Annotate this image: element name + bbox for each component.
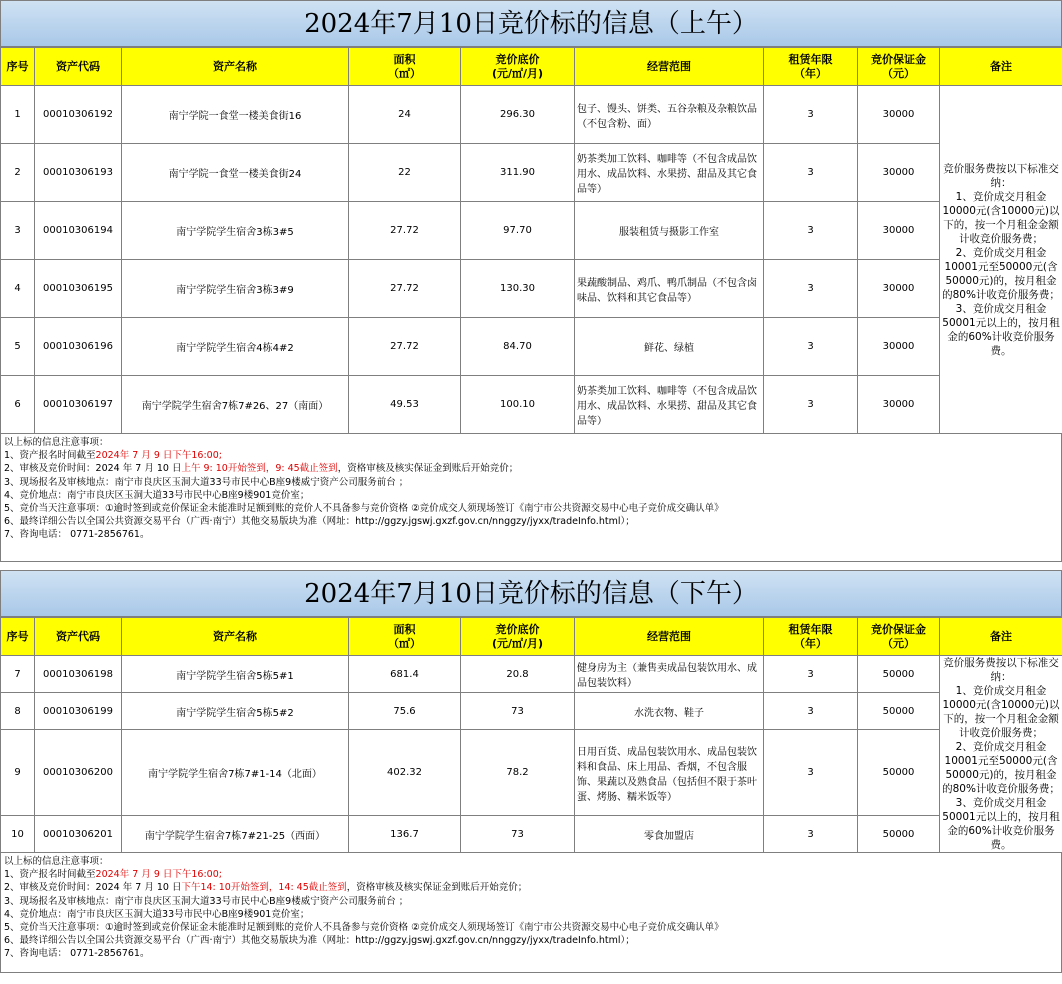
cell-scope: 奶茶类加工饮料、咖啡等（不包含成品饮用水、成品饮料、水果捞、甜品及其它食品等） xyxy=(575,144,764,202)
afternoon-header-row xyxy=(1,618,1062,656)
notes-checkin: 上午 9: 10开始签到，9: 45截止签到 xyxy=(181,463,338,475)
header-scope: 经营范围 xyxy=(575,48,764,86)
notes-text: ，资格审核及核实保证金到账后开始竞价； xyxy=(346,882,528,894)
header-name: 资产名称 xyxy=(122,48,349,86)
afternoon-notes xyxy=(0,853,1062,973)
cell-scope: 鲜花、绿植 xyxy=(575,318,764,376)
cell-no: 1 xyxy=(1,86,35,144)
cell-name: 南宁学院一食堂一楼美食街16 xyxy=(122,86,349,144)
cell-deposit: 50000 xyxy=(858,656,940,693)
cell-no: 7 xyxy=(1,656,35,693)
notes-line-1 xyxy=(4,868,1058,881)
cell-price: 73 xyxy=(461,816,575,853)
cell-area: 22 xyxy=(349,144,461,202)
cell-area: 49.53 xyxy=(349,376,461,434)
morning-table xyxy=(0,47,1062,434)
cell-price: 84.70 xyxy=(461,318,575,376)
notes-text: 1、资产报名时间截至 xyxy=(4,869,96,881)
table-row xyxy=(1,376,1062,434)
header-no: 序号 xyxy=(1,618,35,656)
notes-line-1 xyxy=(4,449,1058,462)
notes-line-2 xyxy=(4,462,1058,475)
table-row xyxy=(1,656,1062,693)
header-deposit: 竞价保证金 （元） xyxy=(858,618,940,656)
notes-line-5: 5、竞价当天注意事项：①逾时签到或竞价保证金未能准时足额到账的竞价人不具备参与竞价资格 ②竞价成交人须现场签订《南宁市公共资源交易中心电子竞价成交确认单》 xyxy=(4,922,724,934)
header-deposit: 竞价保证金 （元） xyxy=(858,48,940,86)
cell-code: 00010306201 xyxy=(35,816,122,853)
header-area: 面积 （㎡） xyxy=(349,48,461,86)
morning-notes xyxy=(0,434,1062,562)
cell-no: 3 xyxy=(1,202,35,260)
header-code: 资产代码 xyxy=(35,618,122,656)
cell-scope: 奶茶类加工饮料、咖啡等（不包含成品饮用水、成品饮料、水果捞、甜品及其它食品等） xyxy=(575,376,764,434)
notes-text: 1、资产报名时间截至 xyxy=(4,450,96,462)
cell-name: 南宁学院学生宿舍7栋7#21-25（西面） xyxy=(122,816,349,853)
cell-price: 20.8 xyxy=(461,656,575,693)
table-row xyxy=(1,730,1062,816)
cell-deposit: 50000 xyxy=(858,693,940,730)
cell-scope: 零食加盟店 xyxy=(575,816,764,853)
header-code: 资产代码 xyxy=(35,48,122,86)
table-row xyxy=(1,816,1062,853)
cell-no: 8 xyxy=(1,693,35,730)
cell-deposit: 30000 xyxy=(858,318,940,376)
table-row xyxy=(1,86,1062,144)
notes-line-3: 3、现场报名及审核地点：南宁市良庆区玉洞大道33号市民中心B座9楼威宁资产公司服务前台 ； xyxy=(4,895,409,907)
notes-line-5: 5、竞价当天注意事项：①逾时签到或竞价保证金未能准时足额到账的竞价人不具备参与竞价资格 ②竞价成交人须现场签订《南宁市公共资源交易中心电子竞价成交确认单》 xyxy=(4,503,724,515)
header-remark: 备注 xyxy=(940,618,1062,656)
cell-area: 75.6 xyxy=(349,693,461,730)
cell-years: 3 xyxy=(764,144,858,202)
afternoon-title: 2024年7月10日竞价标的信息（下午） xyxy=(0,570,1062,617)
table-row xyxy=(1,202,1062,260)
cell-name: 南宁学院学生宿舍5栋5#2 xyxy=(122,693,349,730)
header-years: 租赁年限 （年） xyxy=(764,48,858,86)
cell-years: 3 xyxy=(764,202,858,260)
notes-line-3: 3、现场报名及审核地点：南宁市良庆区玉洞大道33号市民中心B座9楼威宁资产公司服务前台 ； xyxy=(4,476,409,488)
header-price: 竞价底价 (元/㎡/月) xyxy=(461,618,575,656)
notes-checkin: 下午14: 10开始签到，14: 45截止签到 xyxy=(181,882,347,894)
cell-years: 3 xyxy=(764,693,858,730)
notes-line-4: 4、竞价地点：南宁市良庆区玉洞大道33号市民中心B座9楼901竞价室； xyxy=(4,908,310,920)
cell-no: 5 xyxy=(1,318,35,376)
cell-deposit: 30000 xyxy=(858,202,940,260)
cell-area: 27.72 xyxy=(349,202,461,260)
notes-line-6: 6、最终详细公告以全国公共资源交易平台（广西·南宁）其他交易版块为准（网址：http://ggzy.jgswj.gxzf.gov.cn/nnggzy/jyxx/tradeInfo.html）； xyxy=(4,935,635,947)
cell-name: 南宁学院学生宿舍3栋3#5 xyxy=(122,202,349,260)
cell-no: 6 xyxy=(1,376,35,434)
cell-code: 00010306199 xyxy=(35,693,122,730)
notes-line-4: 4、竞价地点：南宁市良庆区玉洞大道33号市民中心B座9楼901竞价室； xyxy=(4,489,310,501)
cell-code: 00010306193 xyxy=(35,144,122,202)
cell-years: 3 xyxy=(764,260,858,318)
notes-heading: 以上标的信息注意事项： xyxy=(4,437,109,448)
cell-deposit: 50000 xyxy=(858,816,940,853)
table-row xyxy=(1,260,1062,318)
cell-deposit: 30000 xyxy=(858,86,940,144)
cell-scope: 包子、馒头、饼类、五谷杂粮及杂粮饮品（不包含粉、面） xyxy=(575,86,764,144)
cell-area: 24 xyxy=(349,86,461,144)
cell-years: 3 xyxy=(764,656,858,693)
cell-years: 3 xyxy=(764,816,858,853)
header-years: 租赁年限 （年） xyxy=(764,618,858,656)
header-area: 面积 （㎡） xyxy=(349,618,461,656)
cell-price: 100.10 xyxy=(461,376,575,434)
afternoon-section xyxy=(0,570,1062,973)
afternoon-table xyxy=(0,617,1062,853)
notes-text: ，资格审核及核实保证金到账后开始竞价； xyxy=(337,463,519,475)
cell-deposit: 30000 xyxy=(858,376,940,434)
cell-remark: 竞价服务费按以下标准交纳： 1、竞价成交月租金10000元(含10000元)以下的，按一个月租金金额计收竞价服务费； 2、竞价成交月租金10001元至50000元(含50000元)的，按月租金的80%计收竞价服务费； 3、竞价成交月租金50001元以上的，按月租金的60%计收竞价服务费。 xyxy=(940,656,1062,853)
cell-scope: 日用百货、成品包装饮用水、成品包装饮料和食品、床上用品、香烟，不包含服饰、果蔬以及熟食品（包括但不限于茶叶蛋、烤肠、糯米饭等） xyxy=(575,730,764,816)
cell-name: 南宁学院学生宿舍5栋5#1 xyxy=(122,656,349,693)
cell-name: 南宁学院学生宿舍3栋3#9 xyxy=(122,260,349,318)
table-row xyxy=(1,693,1062,730)
notes-line-7: 7、咨询电话： 0771-2856761。 xyxy=(4,948,150,960)
cell-price: 78.2 xyxy=(461,730,575,816)
cell-price: 97.70 xyxy=(461,202,575,260)
cell-price: 73 xyxy=(461,693,575,730)
cell-area: 402.32 xyxy=(349,730,461,816)
cell-area: 681.4 xyxy=(349,656,461,693)
notes-text: 2、审核及竞价时间：2024 年 7 月 10 日 xyxy=(4,882,182,894)
table-row xyxy=(1,318,1062,376)
cell-name: 南宁学院一食堂一楼美食街24 xyxy=(122,144,349,202)
cell-area: 27.72 xyxy=(349,318,461,376)
header-price: 竞价底价 (元/㎡/月) xyxy=(461,48,575,86)
cell-code: 00010306200 xyxy=(35,730,122,816)
header-name: 资产名称 xyxy=(122,618,349,656)
cell-scope: 果蔬酸制品、鸡爪、鸭爪制品（不包含卤味品、饮料和其它食品等） xyxy=(575,260,764,318)
cell-years: 3 xyxy=(764,318,858,376)
morning-header-row xyxy=(1,48,1062,86)
cell-area: 136.7 xyxy=(349,816,461,853)
cell-years: 3 xyxy=(764,376,858,434)
cell-years: 3 xyxy=(764,86,858,144)
notes-text: 2、审核及竞价时间：2024 年 7 月 10 日 xyxy=(4,463,182,475)
cell-code: 00010306198 xyxy=(35,656,122,693)
notes-line-2 xyxy=(4,881,1058,894)
cell-deposit: 50000 xyxy=(858,730,940,816)
header-remark: 备注 xyxy=(940,48,1062,86)
cell-deposit: 30000 xyxy=(858,144,940,202)
cell-price: 130.30 xyxy=(461,260,575,318)
cell-code: 00010306196 xyxy=(35,318,122,376)
cell-scope: 健身房为主（兼售卖成品包装饮用水、成品包装饮料） xyxy=(575,656,764,693)
cell-deposit: 30000 xyxy=(858,260,940,318)
cell-code: 00010306192 xyxy=(35,86,122,144)
notes-heading: 以上标的信息注意事项： xyxy=(4,856,109,867)
cell-price: 296.30 xyxy=(461,86,575,144)
cell-no: 10 xyxy=(1,816,35,853)
cell-code: 00010306197 xyxy=(35,376,122,434)
cell-years: 3 xyxy=(764,730,858,816)
header-no: 序号 xyxy=(1,48,35,86)
table-row xyxy=(1,144,1062,202)
cell-price: 311.90 xyxy=(461,144,575,202)
cell-code: 00010306194 xyxy=(35,202,122,260)
morning-title: 2024年7月10日竞价标的信息（上午） xyxy=(0,0,1062,47)
notes-deadline: 2024年 7 月 9 日下午16:00; xyxy=(95,869,222,881)
cell-no: 4 xyxy=(1,260,35,318)
cell-area: 27.72 xyxy=(349,260,461,318)
cell-name: 南宁学院学生宿舍7栋7#1-14（北面） xyxy=(122,730,349,816)
cell-scope: 水洗衣物、鞋子 xyxy=(575,693,764,730)
notes-line-7: 7、咨询电话： 0771-2856761。 xyxy=(4,529,150,541)
notes-line-6: 6、最终详细公告以全国公共资源交易平台（广西·南宁）其他交易版块为准（网址：http://ggzy.jgswj.gxzf.gov.cn/nnggzy/jyxx/tradeInfo.html）； xyxy=(4,516,635,528)
cell-code: 00010306195 xyxy=(35,260,122,318)
header-scope: 经营范围 xyxy=(575,618,764,656)
cell-scope: 服装租赁与摄影工作室 xyxy=(575,202,764,260)
cell-name: 南宁学院学生宿舍7栋7#26、27（南面） xyxy=(122,376,349,434)
cell-name: 南宁学院学生宿舍4栋4#2 xyxy=(122,318,349,376)
cell-no: 9 xyxy=(1,730,35,816)
notes-deadline: 2024年 7 月 9 日下午16:00; xyxy=(95,450,222,462)
cell-remark: 竞价服务费按以下标准交纳： 1、竞价成交月租金10000元(含10000元)以下的，按一个月租金金额计收竞价服务费； 2、竞价成交月租金10001元至50000元(含50000元)的，按月租金的80%计收竞价服务费； 3、竞价成交月租金50001元以上的，按月租金的60%计收竞价服务费。 xyxy=(940,86,1062,434)
cell-no: 2 xyxy=(1,144,35,202)
